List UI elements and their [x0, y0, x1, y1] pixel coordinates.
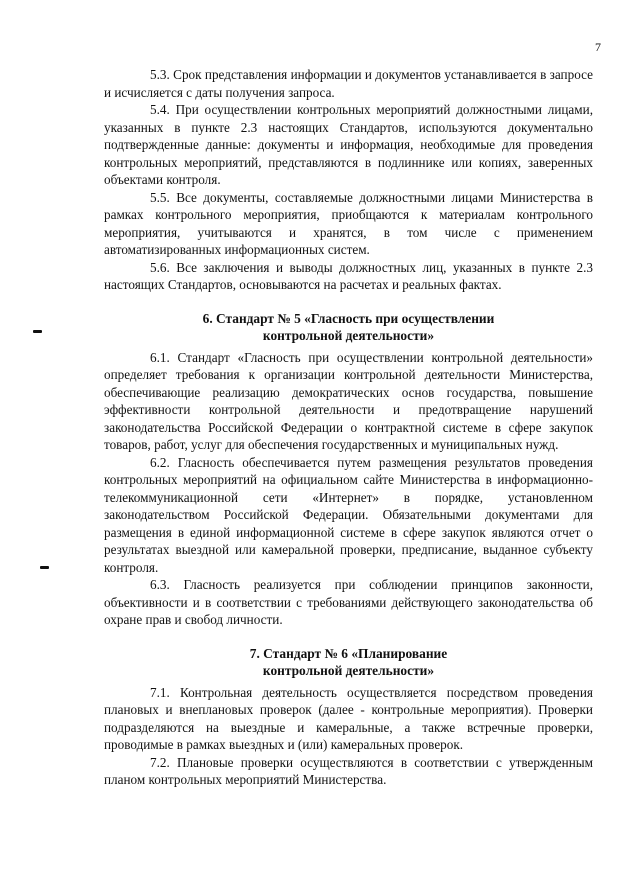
section-7-heading [104, 645, 593, 680]
section-7-heading-line-2: контрольной деятельности» [262, 663, 435, 678]
margin-mark [33, 330, 42, 333]
paragraph-5-5: 5.5. Все документы, составляемые должностными лицами Министерства в рамках контрольного мероприятия, приобщаются к материалам контрольного мероприятия, учитываются и хранятся, в том числе с применением автоматизированных информационных систем. [104, 189, 593, 257]
section-6-heading-line-2: контрольной деятельности» [262, 328, 435, 343]
document-body [104, 66, 593, 789]
paragraph-5-6: 5.6. Все заключения и выводы должностных лиц, указанных в пункте 2.3 настоящих Стандартов, основываются на расчетах и реальных фактах. [104, 259, 593, 292]
section-7-heading-line-1: 7. Стандарт № 6 «Планирование [249, 645, 448, 661]
section-6-heading-line-1: 6. Стандарт № 5 «Гласность при осуществлении [202, 310, 495, 326]
paragraph-6-2: 6.2. Гласность обеспечивается путем размещения результатов проведения контрольных мероприятий на официальном сайте Министерства в информационно-телекоммуникационной сети «Интернет» в порядке, установленном законодательством Российской Федерации. Обязательными документами для размещения в единой информационной системе в сфере закупок являются отчет о результатах выездной или камеральной проверки, предписание, выданное субъекту контроля. [104, 454, 593, 575]
paragraph-7-1: 7.1. Контрольная деятельность осуществляется посредством проведения плановых и внеплановых проверок (далее - контрольные мероприятия). Проверки подразделяются на выездные и камеральные, а также встречные проверки, проводимые в рамках выездных и (или) камеральных проверок. [104, 684, 593, 752]
page-number: 7 [595, 40, 601, 54]
paragraph-7-2: 7.2. Плановые проверки осуществляются в соответствии с утвержденным планом контрольных мероприятий Министерства. [104, 754, 593, 787]
paragraph-5-4: 5.4. При осуществлении контрольных мероприятий должностными лицами, указанных в пункте 2.3 настоящих Стандартов, используются документально подтвержденные данные: документы и информация, необходимые для проведения контрольных мероприятий, представляются в подлиннике или копиях, заверенных объектами контроля. [104, 102, 593, 187]
paragraph-6-3: 6.3. Гласность реализуется при соблюдении принципов законности, объективности и в соответствии с требованиями действующего законодательства об охране прав и свобод личности. [104, 577, 593, 627]
section-6-heading [104, 310, 593, 345]
margin-mark [40, 566, 49, 569]
paragraph-5-3: 5.3. Срок представления информации и документов устанавливается в запросе и исчисляется с даты получения запроса. [104, 67, 593, 100]
paragraph-6-1: 6.1. Стандарт «Гласность при осуществлении контрольной деятельности» определяет требования к организации контрольной деятельности Министерства, обеспечивающие реализацию демократических основ государства, повышение эффективности контрольной деятельности и предотвращение нарушений законодательства Российской Федерации о контрактной системе в сфере закупок товаров, работ, услуг для обеспечения государственных и муниципальных нужд. [104, 349, 593, 452]
